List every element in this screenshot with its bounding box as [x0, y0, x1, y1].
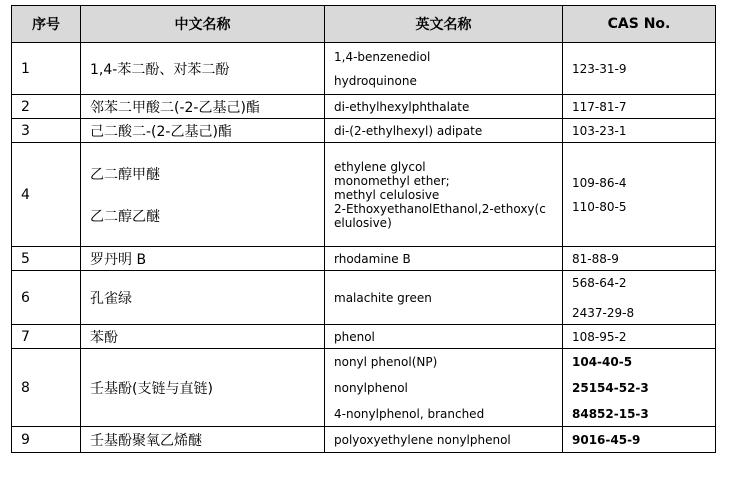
cas-number-cell — [563, 143, 716, 247]
en-name-cell-line: malachite green — [334, 290, 432, 305]
cas-number-cell-line: 108-95-2 — [572, 329, 627, 344]
seq-cell: 9 — [12, 427, 81, 453]
seq-cell: 7 — [12, 325, 81, 349]
en-name-cell-line: monomethyl ether; — [334, 173, 450, 188]
table-row — [12, 43, 716, 95]
table-row — [12, 325, 716, 349]
table-row — [12, 143, 716, 247]
seq-cell: 6 — [12, 271, 81, 325]
cn-name-cell-line: 罗丹明 B — [90, 251, 147, 268]
cas-number-cell — [563, 119, 716, 143]
cn-name-cell — [81, 271, 325, 325]
en-name-cell — [325, 427, 563, 453]
cas-number-cell — [563, 325, 716, 349]
cn-name-cell — [81, 143, 325, 247]
cas-number-cell — [563, 427, 716, 453]
en-name-cell — [325, 325, 563, 349]
en-name-cell-line: di-ethylhexylphthalate — [334, 99, 470, 114]
cn-name-cell — [81, 247, 325, 271]
en-name-cell-line: 4-nonylphenol, branched — [334, 406, 485, 421]
cas-number-cell-line: 123-31-9 — [572, 61, 627, 76]
cas-number-cell-line: 103-23-1 — [572, 123, 627, 138]
seq-cell: 8 — [12, 349, 81, 427]
cn-name-cell — [81, 349, 325, 427]
chemical-substance-table — [11, 5, 716, 453]
cn-name-cell-line: 孔雀绿 — [90, 290, 132, 307]
cas-number-cell-line: 568-64-2 — [572, 275, 627, 290]
en-name-cell — [325, 95, 563, 119]
table-row — [12, 427, 716, 453]
en-name-cell — [325, 349, 563, 427]
cas-number-cell-line: 110-80-5 — [572, 199, 627, 214]
cn-name-cell-line: 壬基酚聚氧乙烯醚 — [90, 432, 202, 449]
cas-number-cell-line: 109-86-4 — [572, 175, 627, 190]
table-header-row — [12, 6, 716, 43]
en-name-cell — [325, 143, 563, 247]
cas-number-cell-line: 117-81-7 — [572, 99, 627, 114]
seq-cell: 1 — [12, 43, 81, 95]
en-name-cell-line: hydroquinone — [334, 73, 417, 88]
cn-name-cell — [81, 325, 325, 349]
cn-name-cell-line: 乙二醇乙醚 — [90, 208, 160, 225]
cas-number-cell-line: 84852-15-3 — [572, 406, 649, 421]
table-row — [12, 95, 716, 119]
en-name-cell-line: ethylene glycol — [334, 159, 426, 174]
table-row — [12, 349, 716, 427]
cn-name-cell-line: 乙二醇甲醚 — [90, 166, 160, 183]
cas-number-cell — [563, 349, 716, 427]
table-row — [12, 119, 716, 143]
en-name-cell — [325, 119, 563, 143]
seq-cell: 2 — [12, 95, 81, 119]
cas-number-cell-line: 2437-29-8 — [572, 305, 635, 320]
cas-number-cell — [563, 43, 716, 95]
table-row — [12, 271, 716, 325]
seq-cell: 3 — [12, 119, 81, 143]
en-name-cell-line: phenol — [334, 329, 375, 344]
en-name-cell-line: rhodamine B — [334, 251, 411, 266]
en-name-cell-line: elulosive) — [334, 215, 392, 230]
header-seq: 序号 — [12, 6, 81, 43]
cn-name-cell — [81, 427, 325, 453]
cn-name-cell-line: 苯酚 — [90, 329, 118, 346]
cn-name-cell — [81, 119, 325, 143]
cas-number-cell — [563, 271, 716, 325]
en-name-cell — [325, 43, 563, 95]
cas-number-cell-line: 9016-45-9 — [572, 432, 641, 447]
cn-name-cell — [81, 43, 325, 95]
cn-name-cell — [81, 95, 325, 119]
cas-number-cell — [563, 247, 716, 271]
cn-name-cell-line: 1,4-苯二酚、对苯二酚 — [90, 61, 230, 78]
cn-name-cell-line: 邻苯二甲酸二(-2-乙基己)酯 — [90, 99, 260, 116]
en-name-cell — [325, 247, 563, 271]
header-cas: CAS No. — [563, 6, 716, 43]
en-name-cell-line: nonyl phenol(NP) — [334, 354, 438, 369]
en-name-cell-line: 1,4-benzenediol — [334, 49, 431, 64]
seq-cell: 4 — [12, 143, 81, 247]
en-name-cell — [325, 271, 563, 325]
en-name-cell-line: 2-EthoxyethanolEthanol,2-ethoxy(c — [334, 201, 546, 216]
cas-number-cell — [563, 95, 716, 119]
seq-cell: 5 — [12, 247, 81, 271]
table-row — [12, 247, 716, 271]
cas-number-cell-line: 25154-52-3 — [572, 380, 649, 395]
en-name-cell-line: di-(2-ethylhexyl) adipate — [334, 123, 483, 138]
cas-number-cell-line: 81-88-9 — [572, 251, 619, 266]
en-name-cell-line: nonylphenol — [334, 380, 408, 395]
cas-number-cell-line: 104-40-5 — [572, 354, 633, 369]
cn-name-cell-line: 己二酸二-(2-乙基己)酯 — [90, 123, 232, 140]
cn-name-cell-line: 壬基酚(支链与直链) — [90, 380, 213, 397]
table-body — [12, 43, 716, 453]
header-en-name: 英文名称 — [325, 6, 563, 43]
en-name-cell-line: methyl celulosive — [334, 187, 440, 202]
header-cn-name: 中文名称 — [81, 6, 325, 43]
en-name-cell-line: polyoxyethylene nonylphenol — [334, 432, 511, 447]
